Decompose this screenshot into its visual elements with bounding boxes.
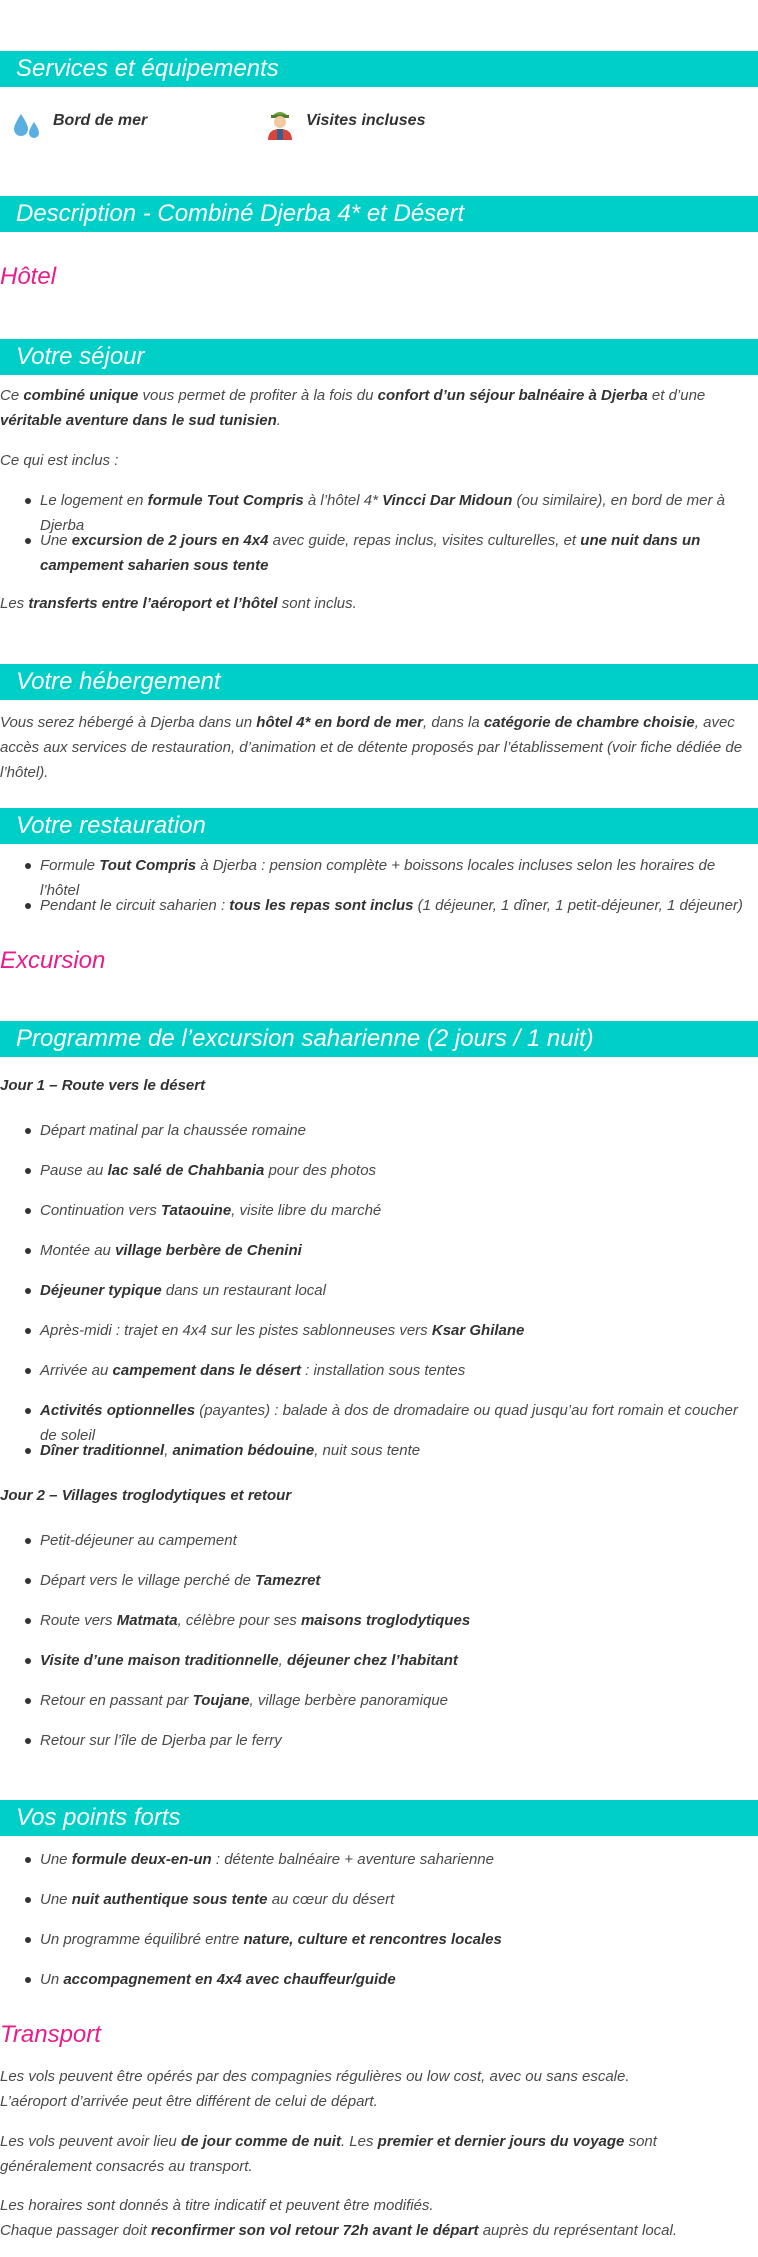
list-item: Pendant le circuit saharien : tous les repas sont inclus (1 déjeuner, 1 dîner, 1 petit-déjeuner, 1 déjeuner): [40, 893, 750, 918]
heading-excursion: Excursion: [0, 947, 106, 974]
list-item: Montée au village berbère de Chenini: [40, 1238, 750, 1263]
transport-p3a: Les horaires sont donnés à titre indicatif et peuvent être modifiés.: [0, 2197, 434, 2214]
service-label-bord-de-mer: Bord de mer: [53, 112, 148, 129]
section-banner-description: Description - Combiné Djerba 4* et Désert: [0, 196, 758, 232]
list-item: Une excursion de 2 jours en 4x4 avec guide, repas inclus, visites culturelles, et une nuit dans un campement saharien sous tente: [40, 528, 750, 578]
list-item: Une formule deux-en-un : détente balnéaire + aventure saharienne: [40, 1847, 750, 1872]
section-banner-hebergement: Votre hébergement: [0, 664, 758, 700]
list-item: Une nuit authentique sous tente au cœur du désert: [40, 1887, 750, 1912]
section-banner-sejour: Votre séjour: [0, 339, 758, 375]
section-banner-points-forts: Vos points forts: [0, 1800, 758, 1836]
service-label-visites-incluses: Visites incluses: [306, 112, 426, 129]
list-item: Le logement en formule Tout Compris à l’hôtel 4* Vincci Dar Midoun (ou similaire), en bord de mer à Djerba: [40, 488, 750, 538]
list-item: Route vers Matmata, célèbre pour ses maisons troglodytiques: [40, 1608, 750, 1633]
section-banner-services: Services et équipements: [0, 51, 758, 87]
section-banner-programme: Programme de l’excursion saharienne (2 jours / 1 nuit): [0, 1021, 758, 1057]
hebergement-text: Vous serez hébergé à Djerba dans un hôtel 4* en bord de mer, dans la catégorie de chambre choisie, avec accès aux services de restauration, d’animation et de détente proposés par l’établissement (voir fiche dédiée de l’hôtel).: [0, 714, 743, 781]
list-item: Continuation vers Tataouine, visite libre du marché: [40, 1198, 750, 1223]
list-item: Retour sur l’île de Djerba par le ferry: [40, 1728, 750, 1753]
section-banner-restauration: Votre restauration: [0, 808, 758, 844]
sejour-transfers: Les transferts entre l’aéroport et l’hôtel sont inclus.: [0, 595, 357, 612]
list-item: Pause au lac salé de Chahbania pour des photos: [40, 1158, 750, 1183]
guide-person-icon: [265, 106, 295, 140]
list-item: Arrivée au campement dans le désert : installation sous tentes: [40, 1358, 750, 1383]
water-drops-icon: [12, 108, 42, 142]
transport-p3b: Chaque passager doit reconfirmer son vol retour 72h avant le départ auprès du représentant local.: [0, 2222, 678, 2239]
list-item: Après-midi : trajet en 4x4 sur les pistes sablonneuses vers Ksar Ghilane: [40, 1318, 750, 1343]
list-item: Dîner traditionnel, animation bédouine, nuit sous tente: [40, 1438, 750, 1463]
heading-transport: Transport: [0, 2021, 101, 2048]
list-item: Un programme équilibré entre nature, culture et rencontres locales: [40, 1927, 750, 1952]
day-1-title: Jour 1 – Route vers le désert: [0, 1077, 206, 1094]
sejour-included-label: Ce qui est inclus :: [0, 452, 119, 469]
transport-p1a: Les vols peuvent être opérés par des compagnies régulières ou low cost, avec ou sans escale.: [0, 2068, 630, 2085]
list-item: Départ vers le village perché de Tamezret: [40, 1568, 750, 1593]
list-item: Un accompagnement en 4x4 avec chauffeur/guide: [40, 1967, 750, 1992]
transport-p2: Les vols peuvent avoir lieu de jour comme de nuit. Les premier et dernier jours du voyage sont généralement consacrés au transport.: [0, 2133, 657, 2175]
transport-p1b: L’aéroport d’arrivée peut être différent de celui de départ.: [0, 2093, 378, 2110]
day-2-title: Jour 2 – Villages troglodytiques et retour: [0, 1487, 292, 1504]
list-item: Départ matinal par la chaussée romaine: [40, 1118, 750, 1143]
list-item: Visite d’une maison traditionnelle, déjeuner chez l’habitant: [40, 1648, 750, 1673]
list-item: Retour en passant par Toujane, village berbère panoramique: [40, 1688, 750, 1713]
list-item: Activités optionnelles (payantes) : balade à dos de dromadaire ou quad jusqu’au fort romain et coucher de soleil: [40, 1398, 750, 1448]
list-item: Petit-déjeuner au campement: [40, 1528, 750, 1553]
list-item: Déjeuner typique dans un restaurant local: [40, 1278, 750, 1303]
heading-hotel: Hôtel: [0, 263, 57, 290]
sejour-intro: Ce combiné unique vous permet de profiter à la fois du confort d’un séjour balnéaire à Djerba et d’une véritable aventure dans le sud tunisien.: [0, 387, 706, 429]
list-item: Formule Tout Compris à Djerba : pension complète + boissons locales incluses selon les horaires de l’hôtel: [40, 853, 750, 903]
